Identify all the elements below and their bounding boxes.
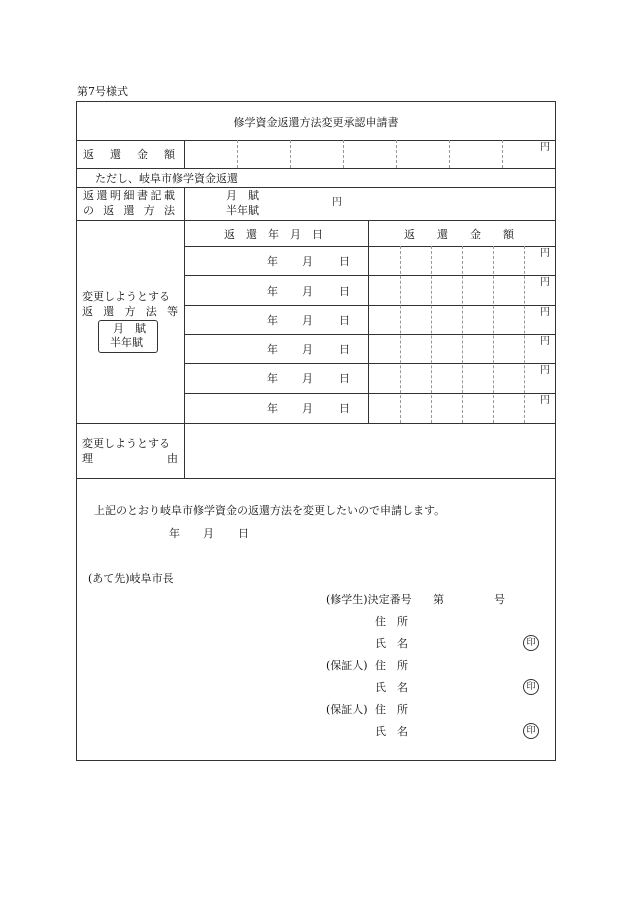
reason-label-1: 変更しようとする xyxy=(82,437,170,450)
application-date-month: 月 xyxy=(203,527,214,540)
change-option-semiannual[interactable]: 半年賦 xyxy=(110,336,143,349)
guarantor2-address-label: 住 所 xyxy=(375,703,408,716)
application-statement: 上記のとおり岐阜市修学資金の返還方法を変更したいので申請します。 xyxy=(94,504,446,517)
guarantor2-seal-mark: 印 xyxy=(523,723,539,739)
decision-number-prefix: 第 xyxy=(433,593,444,606)
guarantor2-name-label: 氏 名 xyxy=(375,725,408,738)
row-year: 年 xyxy=(267,343,278,356)
row-year: 年 xyxy=(267,255,278,268)
row-day: 日 xyxy=(339,255,350,268)
statement-method-unit: 円 xyxy=(332,197,342,208)
student-address-label: 住 所 xyxy=(375,615,408,628)
addressee: (あて先)岐阜市長 xyxy=(88,572,174,585)
repayment-amount-label: 返 還 金 額 xyxy=(83,148,175,161)
row-unit: 円 xyxy=(540,307,550,318)
row-unit: 円 xyxy=(540,277,550,288)
row-month: 月 xyxy=(302,402,313,415)
row-month: 月 xyxy=(302,343,313,356)
header-repayment-date: 返 還 年 月 日 xyxy=(224,228,323,241)
row-unit: 円 xyxy=(540,395,550,406)
row-unit: 円 xyxy=(540,248,550,259)
form-title: 修学資金返還方法変更承認申請書 xyxy=(233,116,399,129)
guarantor1-seal-mark: 印 xyxy=(523,679,539,695)
guarantor1-name-label: 氏 名 xyxy=(375,681,408,694)
form-number: 第7号様式 xyxy=(77,85,128,98)
reason-label-2-right: 由 xyxy=(167,452,178,465)
change-method-label-2: 返 還 方 法 等 xyxy=(82,305,178,318)
row-day: 日 xyxy=(339,372,350,385)
application-form xyxy=(76,101,556,761)
row-month: 月 xyxy=(302,285,313,298)
guarantor2-prefix: (保証人) xyxy=(326,703,368,716)
student-seal-mark: 印 xyxy=(523,635,539,651)
statement-option-monthly[interactable]: 月 賦 xyxy=(226,189,259,202)
change-option-monthly[interactable]: 月 賦 xyxy=(113,322,146,335)
repayment-amount-unit: 円 xyxy=(540,142,550,153)
student-name-label: 氏 名 xyxy=(375,637,408,650)
row-day: 日 xyxy=(339,402,350,415)
decision-number-label: (修学生)決定番号 xyxy=(326,593,412,606)
row-day: 日 xyxy=(339,314,350,327)
guarantor1-address-label: 住 所 xyxy=(375,659,408,672)
statement-option-semiannual[interactable]: 半年賦 xyxy=(226,204,259,217)
row-year: 年 xyxy=(267,402,278,415)
guarantor1-prefix: (保証人) xyxy=(326,659,368,672)
change-method-label-1: 変更しようとする xyxy=(82,290,170,303)
application-date-day: 日 xyxy=(238,527,249,540)
row-year: 年 xyxy=(267,314,278,327)
row-year: 年 xyxy=(267,285,278,298)
row-month: 月 xyxy=(302,314,313,327)
row-day: 日 xyxy=(339,285,350,298)
row-month: 月 xyxy=(302,255,313,268)
statement-method-label-2: の 返 還 方 法 xyxy=(83,204,175,217)
row-unit: 円 xyxy=(540,336,550,347)
reason-label-2-left: 理 xyxy=(82,452,93,465)
row-unit: 円 xyxy=(540,365,550,376)
application-date-year: 年 xyxy=(169,527,180,540)
row-month: 月 xyxy=(302,372,313,385)
row-day: 日 xyxy=(339,343,350,356)
proviso-text: ただし、岐阜市修学資金返還 xyxy=(95,172,238,185)
row-year: 年 xyxy=(267,372,278,385)
header-repayment-amount: 返 還 金 額 xyxy=(404,228,514,241)
statement-method-label-1: 返還明細書記載 xyxy=(83,189,175,202)
decision-number-suffix: 号 xyxy=(494,593,505,606)
